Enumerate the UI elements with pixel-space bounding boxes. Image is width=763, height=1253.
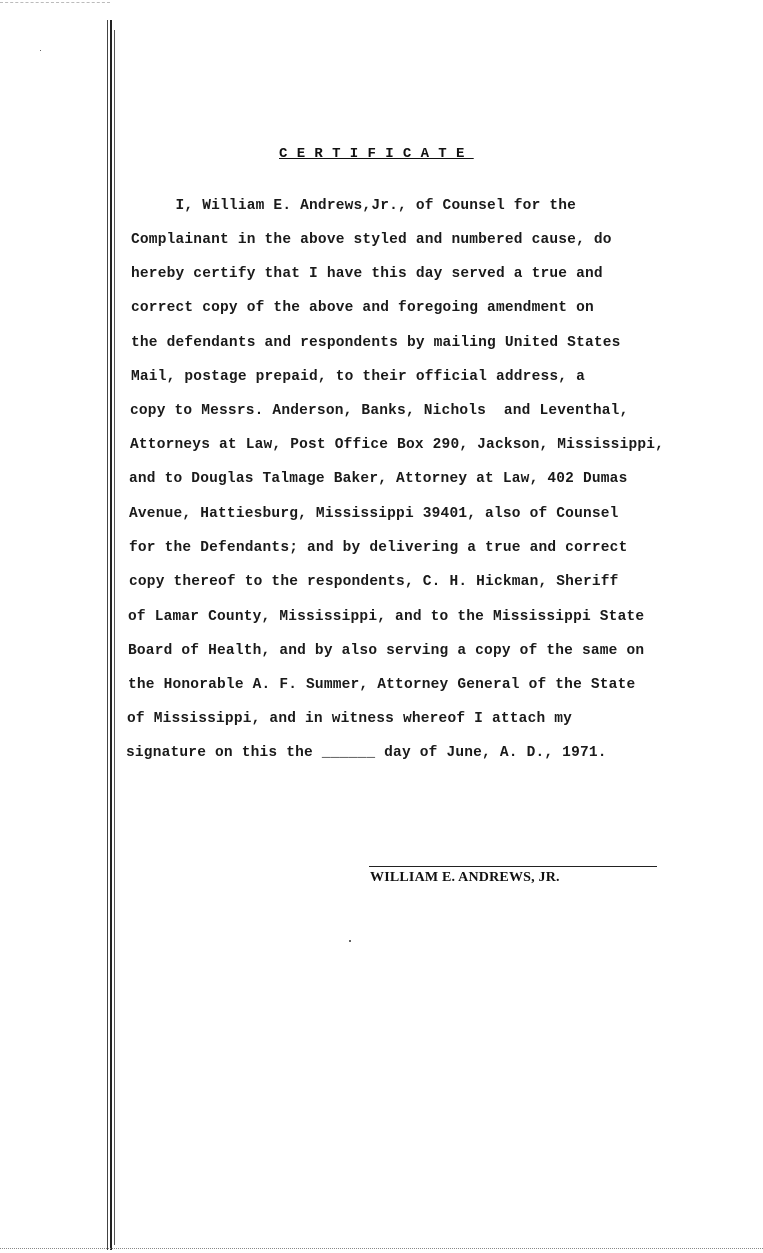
body-line: for the Defendants; and by delivering a true and correct [129, 540, 628, 556]
signature-line [369, 866, 657, 867]
body-line: Attorneys at Law, Post Office Box 290, Jackson, Mississippi, [130, 437, 665, 453]
body-line: I, William E. Andrews,Jr., of Counsel for the [131, 198, 577, 214]
body-line: of Mississippi, and in witness whereof I attach my [127, 711, 573, 727]
top-edge-dashes [0, 2, 110, 5]
body-line: Board of Health, and by also serving a copy of the same on [128, 643, 645, 659]
scan-speck [40, 50, 41, 51]
body-line: the Honorable A. F. Summer, Attorney General of the State [128, 677, 636, 693]
body-line: and to Douglas Talmage Baker, Attorney at Law, 402 Dumas [129, 471, 628, 487]
signature-name: WILLIAM E. ANDREWS, JR. [370, 870, 560, 885]
body-line: correct copy of the above and foregoing amendment on [131, 300, 594, 316]
body-line: signature on this the ______ day of June, A. D., 1971. [126, 745, 607, 761]
left-margin-rule [107, 20, 108, 1250]
left-margin-rule-thick [110, 20, 112, 1250]
body-line: hereby certify that I have this day served a true and [131, 266, 603, 282]
body-line: the defendants and respondents by mailing United States [131, 335, 621, 351]
bottom-edge-line [0, 1248, 763, 1251]
left-margin-rule-inner [114, 30, 115, 1245]
body-line: Complainant in the above styled and numbered cause, do [131, 232, 612, 248]
body-line: of Lamar County, Mississippi, and to the Mississippi State [128, 609, 645, 625]
certificate-title: CERTIFICATE [279, 146, 474, 162]
body-line: Avenue, Hattiesburg, Mississippi 39401, also of Counsel [129, 506, 619, 522]
body-line: copy to Messrs. Anderson, Banks, Nichols and Leventhal, [130, 403, 629, 419]
scan-speck [349, 940, 351, 942]
body-line: copy thereof to the respondents, C. H. Hickman, Sheriff [129, 574, 619, 590]
body-line: Mail, postage prepaid, to their official address, a [131, 369, 585, 385]
